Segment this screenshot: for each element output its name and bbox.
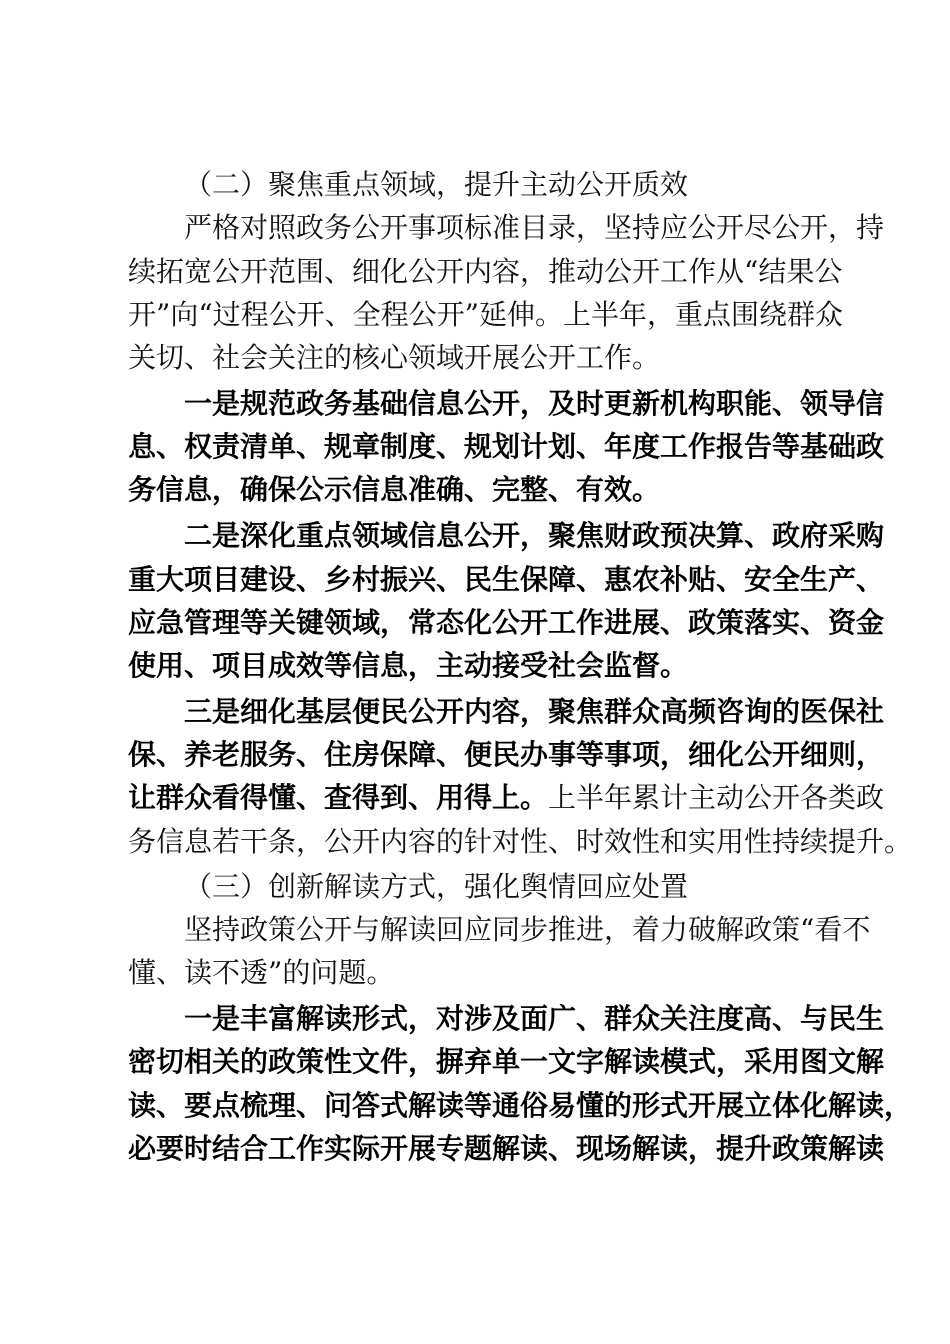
bold-paragraph-line: 密切相关的政策性文件，摒弃单一文字解读模式，采用图文解: [128, 1045, 885, 1078]
bold-segment: 让群众看得懂、查得到、用得上。: [128, 781, 549, 814]
bold-paragraph-line: 一是规范政务基础信息公开，及时更新机构职能、领导信: [184, 387, 885, 420]
bold-paragraph-line: 二是深化重点领域信息公开，聚焦财政预决算、政府采购: [184, 519, 885, 552]
mixed-paragraph-line: [128, 778, 885, 818]
paragraph-line: 关切、社会关注的核心领域开展公开工作。: [128, 341, 661, 374]
section-heading-3: （三）创新解读方式，强化舆情回应处置: [184, 870, 689, 903]
paragraph-line: 续拓宽公开范围、细化公开内容，推动公开工作从“结果公: [128, 255, 843, 288]
paragraph-line: 坚持政策公开与解读回应同步推进，着力破解政策“看不: [184, 913, 871, 946]
section-heading-2: （二）聚焦重点领域，提升主动公开质效: [184, 168, 689, 201]
bold-paragraph-line: 必要时结合工作实际开展专题解读、现场解读，提升政策解读: [128, 1132, 885, 1165]
bold-paragraph-line: 应急管理等关键领域，常态化公开工作进展、政策落实、资金: [128, 606, 885, 639]
bold-paragraph-line: 一是丰富解读形式，对涉及面广、群众关注度高、与民生: [184, 1002, 885, 1035]
bold-paragraph-line: 读、要点梳理、问答式解读等通俗易懂的形式开展立体化解读，: [128, 1089, 913, 1122]
paragraph-line: 懂、读不透”的问题。: [128, 956, 395, 989]
paragraph-line: 严格对照政务公开事项标准目录，坚持应公开尽公开，持: [184, 211, 885, 244]
paragraph-line: 务信息若干条，公开内容的针对性、时效性和实用性持续提升。: [128, 825, 913, 858]
bold-paragraph-line: 保、养老服务、住房保障、便民办事等事项，细化公开细则，: [128, 738, 885, 771]
bold-paragraph-line: 重大项目建设、乡村振兴、民生保障、惠农补贴、安全生产、: [128, 563, 885, 596]
normal-segment: 上半年累计主动公开各类政: [548, 781, 885, 814]
bold-paragraph-line: 务信息，确保公示信息准确、完整、有效。: [128, 473, 661, 506]
bold-paragraph-line: 使用、项目成效等信息，主动接受社会监督。: [128, 649, 689, 682]
bold-paragraph-line: 息、权责清单、规章制度、规划计划、年度工作报告等基础政: [128, 430, 885, 463]
paragraph-line: 开”向“过程公开、全程公开”延伸。上半年，重点围绕群众: [128, 298, 843, 331]
bold-paragraph-line: 三是细化基层便民公开内容，聚焦群众高频咨询的医保社: [184, 695, 885, 728]
